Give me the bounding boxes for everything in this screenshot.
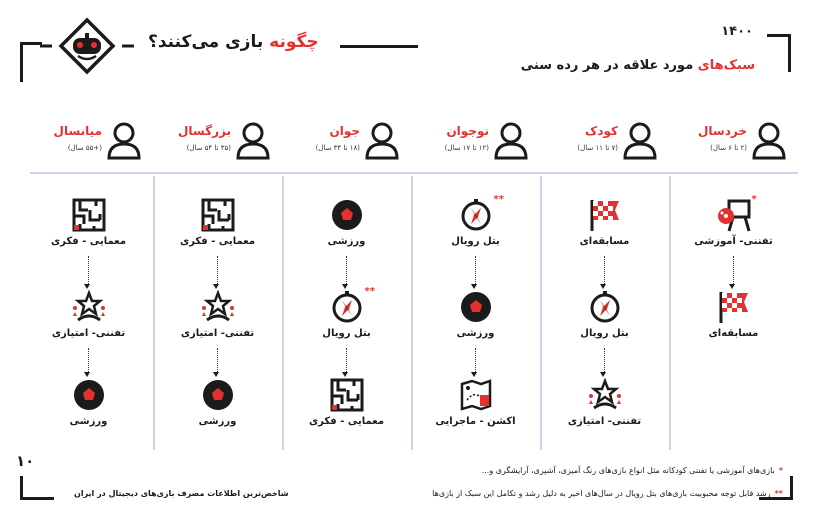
- person-icon: [233, 120, 273, 160]
- corner-bracket-top-left: [20, 42, 42, 82]
- age-group-label: خردسال: [698, 124, 747, 138]
- racing-flag-icon: [717, 290, 751, 324]
- page-title: [148, 32, 319, 52]
- soccer-ball-icon: [330, 198, 364, 232]
- genre-item: [416, 378, 536, 427]
- age-group-header: [24, 118, 154, 168]
- column-divider: [153, 176, 155, 450]
- genre-name: تفننی- امتیازی: [567, 416, 642, 427]
- title-rest: بازی می‌کنند؟: [148, 32, 270, 52]
- genre-item: [545, 198, 665, 247]
- flow-arrow: [604, 256, 606, 286]
- easel-icon: [717, 198, 751, 232]
- age-group-range: (۱۲ تا ۱۷ سال): [444, 144, 489, 152]
- age-group-range: (+۵۵ سال): [67, 144, 102, 152]
- column-divider: [669, 176, 671, 450]
- genre-name: تفننی- امتیازی: [51, 328, 126, 339]
- age-group-header: [282, 118, 412, 168]
- age-group-header: [153, 118, 283, 168]
- flow-arrow: [217, 256, 219, 286]
- genre-name: مسابقه‌ای: [579, 236, 630, 247]
- subtitle-highlight: سبک‌های: [697, 58, 755, 73]
- footnote-2-mark: **: [774, 489, 783, 498]
- person-icon: [491, 120, 531, 160]
- age-group-label: بزرگسال: [178, 124, 231, 138]
- star-badge-icon: [588, 378, 622, 412]
- genre-name: ورزشی: [198, 416, 237, 427]
- person-icon: [620, 120, 660, 160]
- age-group-label: جوان: [329, 124, 360, 138]
- genre-item: [29, 378, 149, 427]
- age-group-header: [540, 118, 670, 168]
- column-divider: [540, 176, 542, 450]
- age-group-range: (۷ تا ۱۱ سال): [577, 144, 618, 152]
- genre-item: [545, 290, 665, 339]
- soccer-ball-icon: [201, 378, 235, 412]
- soccer-ball-icon: [459, 290, 493, 324]
- footer-source: شاخص‌ترین اطلاعات مصرف بازی‌های دیجیتال در ایران: [74, 489, 289, 498]
- maze-icon: [72, 198, 106, 232]
- genre-item: [287, 290, 407, 339]
- genre-item: [545, 378, 665, 427]
- footnote-1: [482, 466, 783, 475]
- maze-icon: [201, 198, 235, 232]
- genre-name: بتل رویال: [322, 328, 371, 339]
- age-group-range: (۱۸ تا ۳۴ سال): [315, 144, 360, 152]
- genre-item: [29, 290, 149, 339]
- age-group-header: [669, 118, 799, 168]
- footnote-marker: *: [751, 194, 757, 205]
- treasure-map-icon: [459, 378, 493, 412]
- age-group-label: کودک: [585, 124, 618, 138]
- flow-arrow: [733, 256, 735, 286]
- genre-name: ورزشی: [456, 328, 495, 339]
- flow-arrow: [475, 256, 477, 286]
- age-group-label: میانسال: [53, 124, 102, 138]
- age-group-range: (۳۵ تا ۵۴ سال): [186, 144, 231, 152]
- genre-item: [674, 198, 794, 247]
- genre-item: [416, 290, 536, 339]
- flow-arrow: [346, 348, 348, 374]
- corner-bracket-top-right: [767, 34, 791, 72]
- genre-name: بتل رویال: [580, 328, 629, 339]
- game-controller-logo-icon: [40, 16, 134, 76]
- genre-name: ورزشی: [327, 236, 366, 247]
- star-badge-icon: [72, 290, 106, 324]
- title-highlight: چگونه: [269, 32, 319, 52]
- soccer-ball-icon: [72, 378, 106, 412]
- genre-name: معمایی - فکری: [50, 236, 127, 247]
- footnote-2-text: رشد قابل توجه محبوبیت بازی‌های بتل رویال در سال‌های اخیر به دلیل رشد و تکامل این سبک از بازی‌ها: [432, 489, 771, 498]
- person-icon: [749, 120, 789, 160]
- genre-item: [674, 290, 794, 339]
- flow-arrow: [88, 256, 90, 286]
- subtitle-rest: مورد علاقه در هر رده سنی: [520, 58, 698, 73]
- footnote-2: [432, 489, 783, 498]
- genre-name: تفننی- آموزشی: [694, 236, 773, 247]
- compass-icon: [459, 198, 493, 232]
- genre-name: معمایی - فکری: [179, 236, 256, 247]
- column-divider: [282, 176, 284, 450]
- age-group-range: (۲ تا ۶ سال): [710, 144, 747, 152]
- genre-item: [158, 198, 278, 247]
- footnote-1-text: بازی‌های آموزشی یا تفننی کودکانه مثل انواع بازی‌های رنگ آمیزی، آشپزی، آرایشگری و...: [481, 466, 775, 475]
- flow-arrow: [346, 256, 348, 286]
- maze-icon: [330, 378, 364, 412]
- person-icon: [104, 120, 144, 160]
- genre-item: [158, 290, 278, 339]
- genre-name: ورزشی: [69, 416, 108, 427]
- genre-item: [287, 378, 407, 427]
- genre-name: معمایی - فکری: [308, 416, 385, 427]
- genre-item: [29, 198, 149, 247]
- title-underline: [340, 45, 418, 48]
- genre-name: اکشن - ماجرایی: [435, 416, 516, 427]
- genre-name: مسابقه‌ای: [708, 328, 759, 339]
- section-subtitle: [521, 58, 755, 73]
- flow-arrow: [88, 348, 90, 374]
- genre-name: تفننی- امتیازی: [180, 328, 255, 339]
- age-group-label: نوجوان: [446, 124, 489, 138]
- corner-bracket-bottom-left: [20, 476, 54, 500]
- star-badge-icon: [201, 290, 235, 324]
- year-label: ۱۴۰۰: [721, 24, 753, 39]
- age-group-header: [411, 118, 541, 168]
- header-divider: [30, 172, 798, 174]
- flow-arrow: [604, 348, 606, 374]
- page-number: ۱۰: [16, 452, 35, 470]
- column-divider: [411, 176, 413, 450]
- footnote-marker: **: [493, 194, 504, 205]
- flow-arrow: [475, 348, 477, 374]
- genre-item: [287, 198, 407, 247]
- flow-arrow: [217, 348, 219, 374]
- footnote-marker: **: [364, 286, 375, 297]
- genre-item: [158, 378, 278, 427]
- compass-icon: [588, 290, 622, 324]
- genre-item: [416, 198, 536, 247]
- genre-name: بتل رویال: [451, 236, 500, 247]
- racing-flag-icon: [588, 198, 622, 232]
- person-icon: [362, 120, 402, 160]
- compass-icon: [330, 290, 364, 324]
- footnote-1-mark: *: [778, 466, 783, 475]
